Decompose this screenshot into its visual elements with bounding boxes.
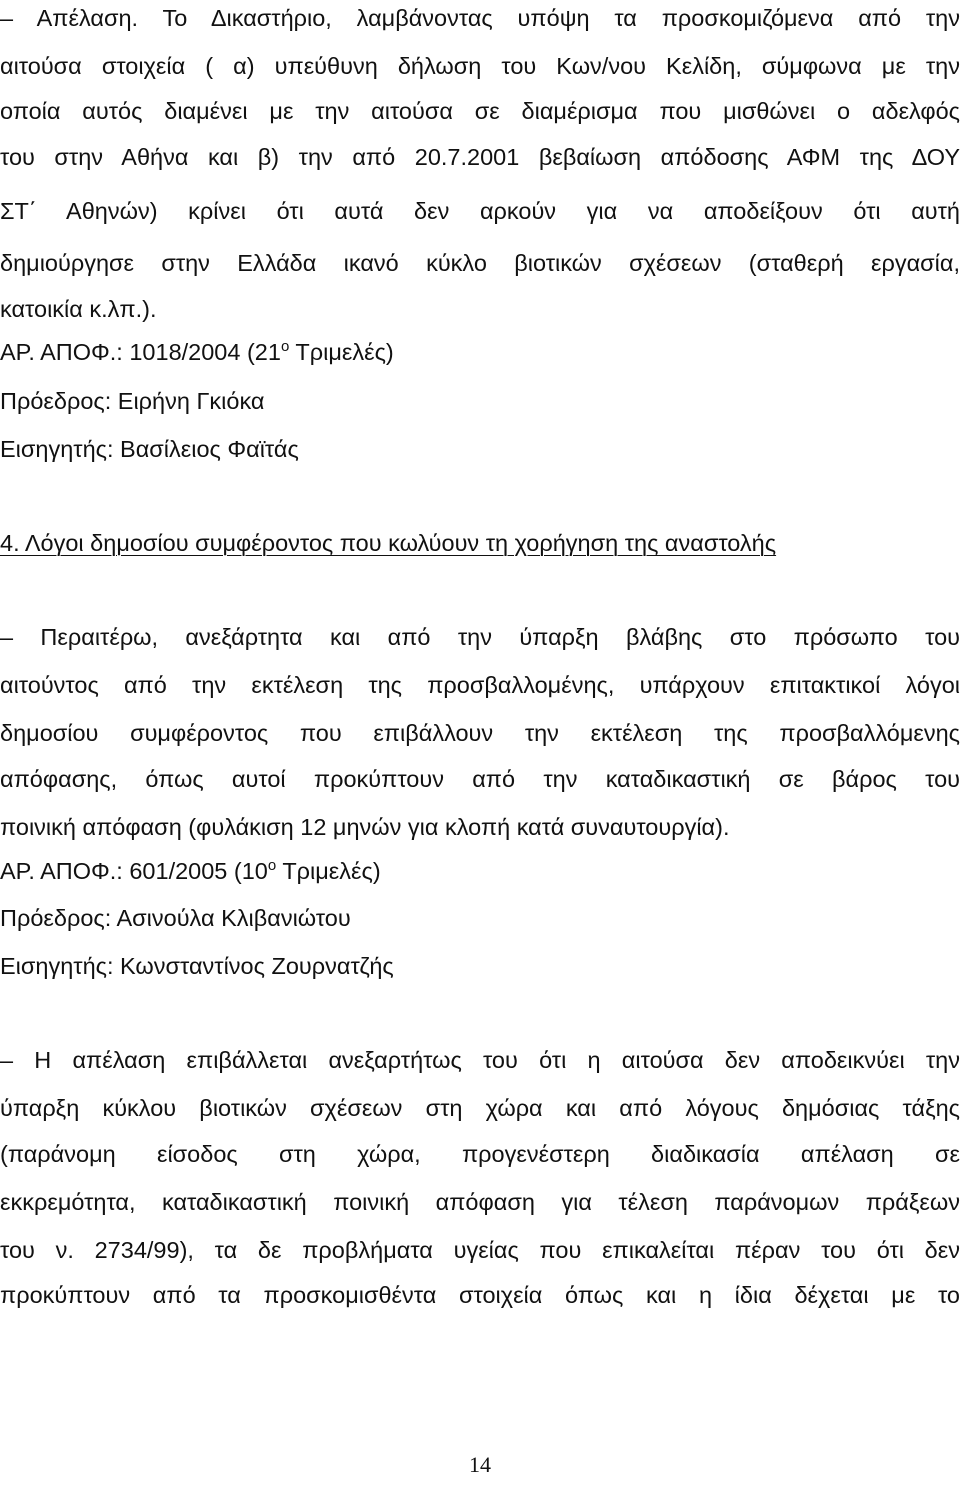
text-line: του στην Αθήνα και β) την από 20.7.2001 βεβαίωση απόδοσης ΑΦΜ της ΔΟΥ [0, 144, 960, 170]
court-composition: Τριμελές) [276, 858, 381, 884]
section-heading-text: 4. Λόγοι δημοσίου συμφέροντος που κωλύουν τη χορήγηση της αναστολής [0, 530, 777, 556]
text-line: οποία αυτός διαμένει με την αιτούσα σε διαμέρισμα που μισθώνει ο αδελφός [0, 98, 960, 124]
ordinal-superscript: ο [267, 857, 277, 874]
court-composition: Τριμελές) [289, 339, 394, 365]
rapporteur-name: Εισηγητής: Βασίλειος Φαϊτάς [0, 436, 299, 462]
text-line: του ν. 2734/99), τα δε προβλήματα υγείας που επικαλείται πέραν του ότι δεν [0, 1237, 960, 1263]
section-heading [0, 528, 960, 558]
president-name: Πρόεδρος: Ειρήνη Γκιόκα [0, 388, 265, 414]
text-line: δημοσίου συμφέροντος που επιβάλλουν την εκτέλεση της προσβαλλόμενης [0, 720, 960, 746]
text-line: κατοικία κ.λπ.). [0, 296, 157, 322]
text-line: ποινική απόφαση (φυλάκιση 12 μηνών για κλοπή κατά συναυτουργία). [0, 814, 730, 840]
ordinal-superscript: ο [280, 338, 290, 355]
text-line: (παράνομη είσοδος στη χώρα, προγενέστερη διαδικασία απέλαση σε [0, 1141, 960, 1167]
text-line: προκύπτουν από τα προσκομισθέντα στοιχεία όπως και η ίδια δέχεται με το [0, 1282, 960, 1308]
text-line: ΣΤ΄ Αθηνών) κρίνει ότι αυτά δεν αρκούν για να αποδείξουν ότι αυτή [0, 198, 960, 224]
decision-number: ΑΡ. ΑΠΟΦ.: 601/2005 (10 [0, 858, 268, 884]
text-line: – Απέλαση. Το Δικαστήριο, λαμβάνοντας υπόψη τα προσκομιζόμενα από την [0, 5, 960, 31]
decision-reference [0, 337, 960, 367]
text-line: δημιούργησε στην Ελλάδα ικανό κύκλο βιοτικών σχέσεων (σταθερή εργασία, [0, 250, 960, 276]
text-line: ύπαρξη κύκλου βιοτικών σχέσεων στη χώρα και από λόγους δημόσιας τάξης [0, 1095, 960, 1121]
president-name: Πρόεδρος: Ασινούλα Κλιβανιώτου [0, 905, 351, 931]
text-line: – Η απέλαση επιβάλλεται ανεξαρτήτως του ότι η αιτούσα δεν αποδεικνύει την [0, 1047, 960, 1073]
text-line: αιτούντος από την εκτέλεση της προσβαλλομένης, υπάρχουν επιτακτικοί λόγοι [0, 672, 960, 698]
text-line: αιτούσα στοιχεία ( α) υπεύθυνη δήλωση του Κων/νου Κελίδη, σύμφωνα με την [0, 53, 960, 79]
text-line: – Περαιτέρω, ανεξάρτητα και από την ύπαρξη βλάβης στο πρόσωπο του [0, 624, 960, 650]
page-number: 14 [469, 1452, 491, 1477]
decision-number: ΑΡ. ΑΠΟΦ.: 1018/2004 (21 [0, 339, 281, 365]
decision-reference [0, 856, 960, 886]
text-line: εκκρεμότητα, καταδικαστική ποινική απόφαση για τέλεση παράνομων πράξεων [0, 1189, 960, 1215]
rapporteur-name: Εισηγητής: Κωνσταντίνος Ζουρνατζής [0, 953, 394, 979]
text-line: απόφασης, όπως αυτοί προκύπτουν από την καταδικαστική σε βάρος του [0, 766, 960, 792]
